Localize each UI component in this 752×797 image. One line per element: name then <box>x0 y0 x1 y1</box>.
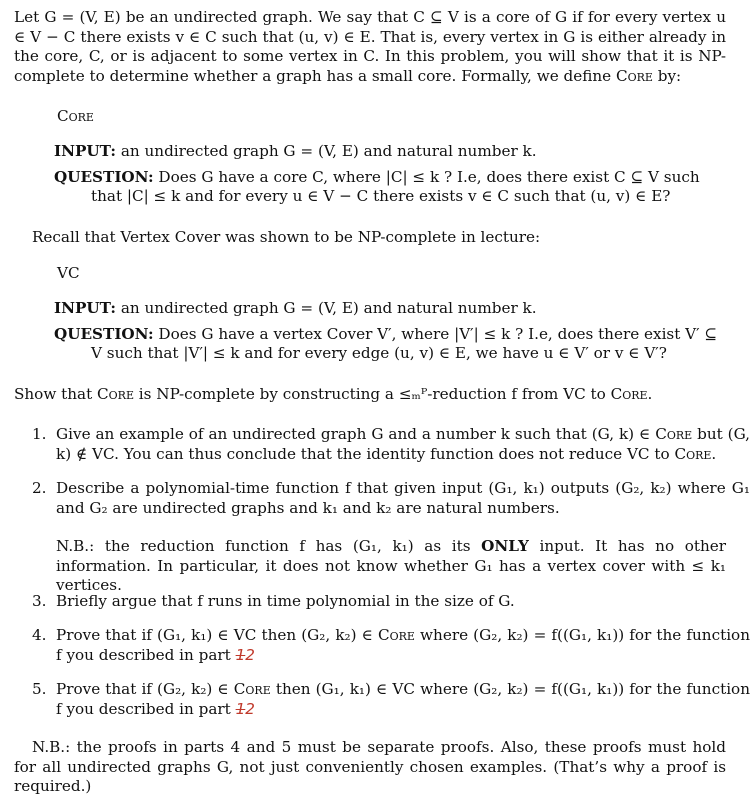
list-item-4: 4. Prove that if (G₁, k₁) ∈ VC then (G₂, k₂) ∈ Core where (G₂, k₂) = f((G₁, k₁)) for the function f you described in part 12 <box>32 626 750 664</box>
intro-line-1: Let G = (V, E) be an undirected graph. We say that C ⊆ V is a core of G if for every vertex <box>14 8 712 26</box>
handwritten-correction: 2 <box>245 645 255 664</box>
vc-input: INPUT: an undirected graph G = (V, E) and natural number k. <box>54 299 537 317</box>
nb-reduction-note: N.B.: the reduction function f has (G₁, k₁) as its ONLY input. It has no other information. In particular, it does not know whether G₁ has a vertex cover with ≤ k₁ vertices. <box>56 537 726 595</box>
core-term: Core <box>615 66 653 85</box>
core-problem-title: Core <box>57 107 94 125</box>
crossed-out-number: 1 <box>235 645 246 664</box>
intro-line-2: u ∈ V − C there exists v ∈ C such that (u, v) ∈ E. That is, every vertex in G is either already <box>14 8 726 46</box>
intro-paragraph <box>14 8 726 86</box>
list-item-3: 3. Briefly argue that f runs in time polynomial in the size of G. <box>32 592 515 610</box>
core-input: INPUT: an undirected graph G = (V, E) and natural number k. <box>54 142 537 160</box>
list-item-2: 2. Describe a polynomial-time function f that given input (G₁, k₁) outputs (G₂, k₂) where G₁ and G₂ are undirected graphs and k₁ and k₂ are natural numbers. <box>32 479 750 517</box>
vc-problem-body <box>54 299 726 364</box>
final-note: N.B.: the proofs in parts 4 and 5 must be separate proofs. Also, these proofs must hold for all undirected graphs G, not just conveniently chosen examples. (That’s why a proof is required.) <box>14 738 726 796</box>
list-item-5: 5. Prove that if (G₂, k₂) ∈ Core then (G₁, k₁) ∈ VC where (G₂, k₂) = f((G₁, k₁)) for the function f you described in part 12 <box>32 680 750 718</box>
handwritten-correction: 2 <box>245 699 255 718</box>
recall-text: Recall that Vertex Cover was shown to be NP-complete in lecture: <box>32 228 541 246</box>
crossed-out-number: 1 <box>235 699 246 718</box>
core-term: Core <box>610 385 648 403</box>
list-item-1: 1. Give an example of an undirected graph G and a number k such that (G, k) ∈ Core but (G, k) ∉ VC. You can thus conclude that the identity function does not reduce VC to Core. <box>32 425 750 463</box>
core-question: QUESTION: Does G have a core C, where |C| ≤ k ? I.e, does there exist C ⊆ V such that |C| ≤ k and for every u ∈ V − C there exists v ∈ C such that (u, v) ∈ E? <box>54 167 700 206</box>
intro-line-4: NP-complete to determine whether a graph has a small core. Formally, we define Core by: <box>14 47 726 85</box>
vc-problem-title: VC <box>57 264 80 282</box>
intro-line-3: in the core, C, or is adjacent to some vertex in C. In this problem, you will show that it is <box>14 27 726 66</box>
show-statement: Show that Core is NP-complete by constructing a ≤ₘᴾ-reduction f from VC to Core. <box>14 385 653 403</box>
core-problem-body <box>54 142 726 207</box>
core-term: Core <box>97 385 134 403</box>
vc-question: QUESTION: Does G have a vertex Cover V′, where |V′| ≤ k ? I.e, does there exist V′ ⊆ V such that |V′| ≤ k and for every edge (u, v) ∈ E, we have u ∈ V′ or v ∈ V′? <box>54 324 718 363</box>
